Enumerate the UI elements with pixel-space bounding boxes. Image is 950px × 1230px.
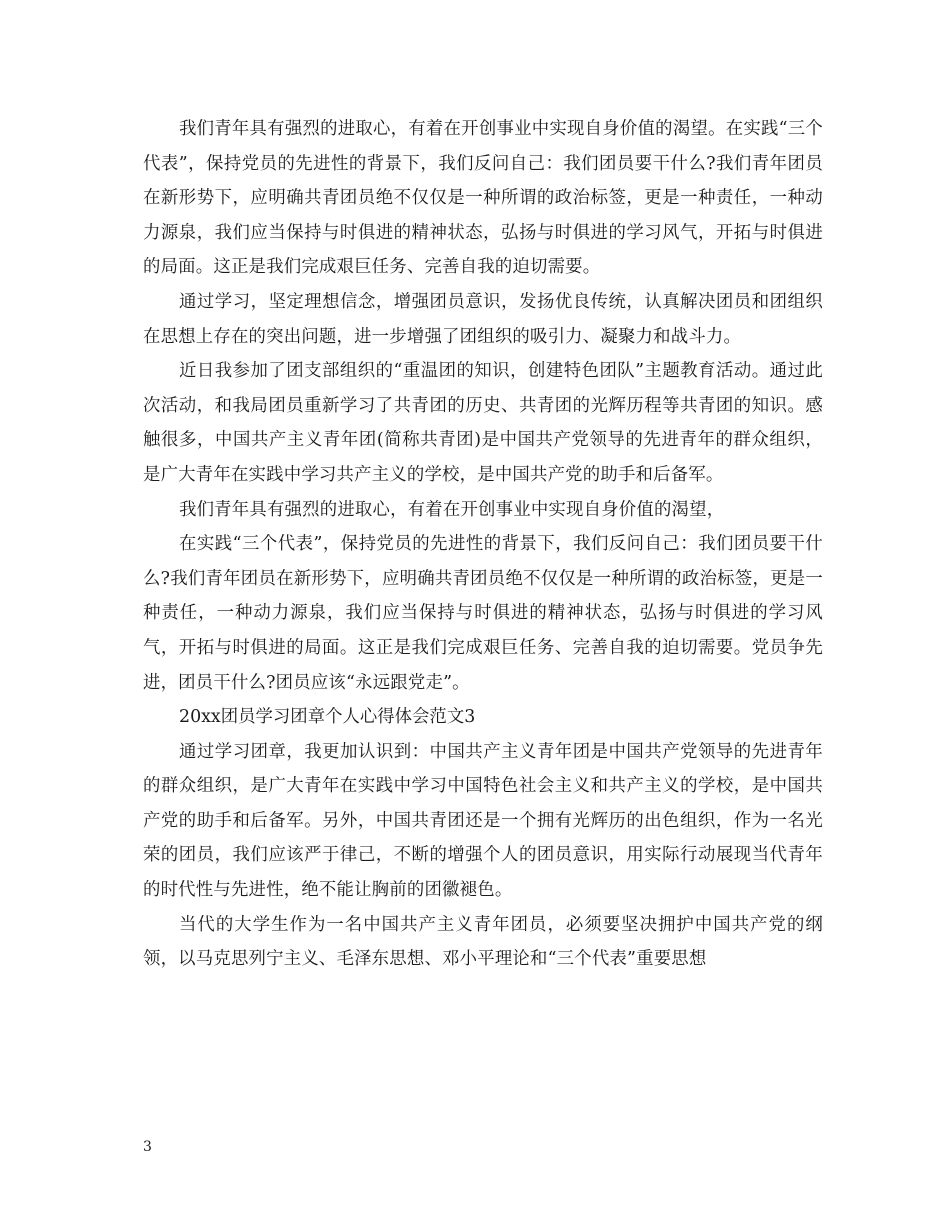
paragraph-6: 通过学习团章，我更加认识到：中国共产主义青年团是中国共产党领导的先进青年的群众组织，是广大青年在实践中学习中国特色社会主义和共产主义的学校，是中国共产党的助手和后备军。另外，中国共青团还是一个拥有光辉历的出色组织，作为一名光荣的团员，我们应该严于律己，不断的增强个人的团员意识，用实际行动展现当代青年的时代性与先进性，绝不能让胸前的团徽褪色。 — [143, 741, 823, 901]
paragraph-1: 我们青年具有强烈的进取心，有着在开创事业中实现自身价值的渴望。在实践“三个代表”，保持党员的先进性的背景下，我们反问自己：我们团员要干什么?我们青年团员在新形势下，应明确共青团员绝不仅仅是一种所谓的政治标签，更是一种责任，一种动力源泉，我们应当保持与时俱进的精神状态，弘扬与时俱进的学习风气，开拓与时俱进的局面。这正是我们完成艰巨任务、完善自我的迫切需要。 — [143, 119, 823, 278]
paragraph-4: 我们青年具有强烈的进取心，有着在开创事业中实现自身价值的渴望， — [179, 499, 725, 520]
page-number: 3 — [143, 1139, 152, 1155]
paragraph-5: 在实践“三个代表”，保持党员的先进性的背景下，我们反问自己：我们团员要干什么?我们青年团员在新形势下，应明确共青团员绝不仅仅是一种所谓的政治标签，更是一种责任，一种动力源泉，我们应当保持与时俱进的精神状态，弘扬与时俱进的学习风气，开拓与时俱进的局面。这正是我们完成艰巨任务、完善自我的迫切需要。党员争先进，团员干什么?团员应该“永远跟党走”。 — [143, 534, 823, 693]
paragraph-2: 通过学习，坚定理想信念，增强团员意识，发扬优良传统，认真解决团员和团组织在思想上存在的突出问题，进一步增强了团组织的吸引力、凝聚力和战斗力。 — [143, 291, 823, 347]
paragraph-7: 当代的大学生作为一名中国共产主义青年团员，必须要坚决拥护中国共产党的纲领，以马克思列宁主义、毛泽东思想、邓小平理论和“三个代表”重要思想 — [143, 914, 823, 970]
document-body — [143, 112, 823, 977]
section-heading: 20xx团员学习团章个人心得体会范文3 — [179, 707, 476, 728]
paragraph-3: 近日我参加了团支部组织的“重温团的知识，创建特色团队”主题教育活动。通过此次活动，和我局团员重新学习了共青团的历史、共青团的光辉历程等共青团的知识。感触很多，中国共产主义青年团(简称共青团)是中国共产党领导的先进青年的群众组织，是广大青年在实践中学习共产主义的学校，是中国共产党的助手和后备军。 — [143, 361, 823, 485]
